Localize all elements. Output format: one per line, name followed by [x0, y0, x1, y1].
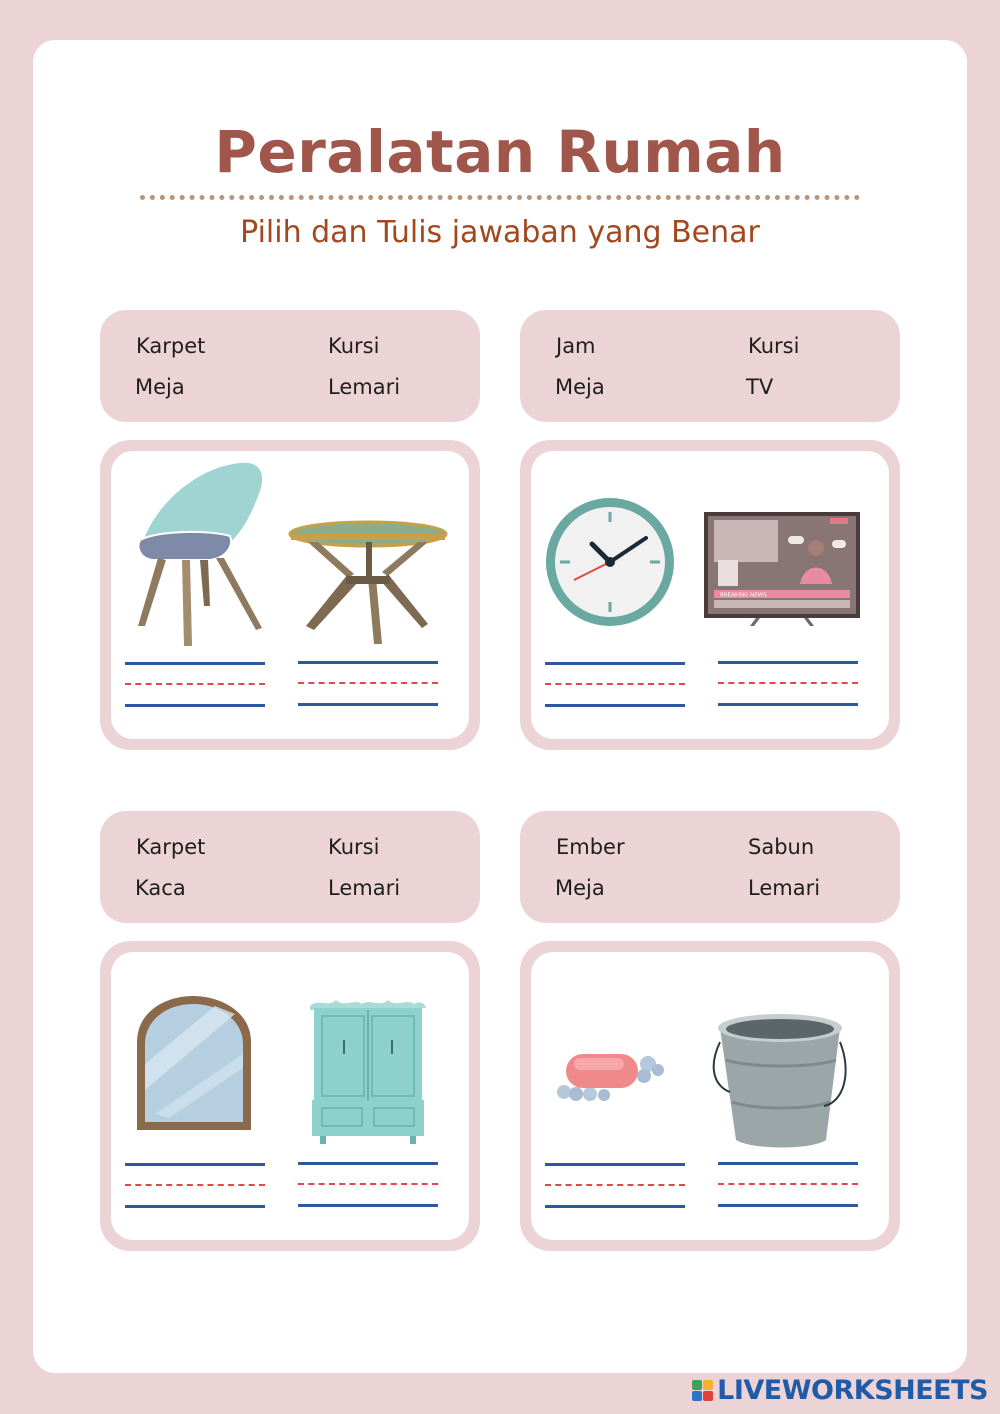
word-option: Meja: [555, 375, 605, 399]
word-option: Kursi: [748, 334, 800, 358]
answer-field-tv[interactable]: [718, 661, 858, 707]
liveworksheets-logo-icon: [692, 1380, 713, 1401]
word-option: Lemari: [748, 876, 821, 900]
answer-field-wardrobe[interactable]: [298, 1162, 438, 1208]
liveworksheets-brand[interactable]: [692, 1375, 988, 1406]
answer-field-soap[interactable]: [545, 1163, 685, 1209]
page-subtitle: Pilih dan Tulis jawaban yang Benar: [240, 215, 760, 250]
page-title: Peralatan Rumah: [214, 118, 786, 186]
word-option: Kaca: [135, 876, 186, 900]
word-option: Sabun: [748, 835, 815, 859]
chair-picture: [130, 458, 270, 650]
mirror-picture: [135, 994, 253, 1132]
table-picture: [288, 518, 448, 648]
bucket-picture: [712, 1012, 850, 1150]
answer-field-bucket[interactable]: [718, 1162, 858, 1208]
title-divider: [140, 195, 860, 200]
word-option: Kursi: [328, 334, 380, 358]
word-option: Meja: [135, 375, 185, 399]
word-option: Karpet: [136, 835, 206, 859]
tv-banner-text: BREAKING NEWS: [720, 592, 767, 599]
answer-field-clock[interactable]: [545, 662, 685, 708]
brand-text: LIVEWORKSHEETS: [717, 1375, 988, 1406]
word-option: Ember: [556, 835, 625, 859]
answer-field-table[interactable]: [298, 661, 438, 707]
answer-field-chair[interactable]: [125, 662, 265, 708]
clock-picture: [544, 496, 676, 628]
word-bank-2: [520, 310, 900, 422]
word-bank-3: [100, 811, 480, 923]
word-option: TV: [746, 375, 774, 399]
word-option: Jam: [556, 334, 596, 358]
answer-field-mirror[interactable]: [125, 1163, 265, 1209]
word-option: Lemari: [328, 876, 401, 900]
word-option: Meja: [555, 876, 605, 900]
word-bank-1: [100, 310, 480, 422]
wardrobe-picture: [308, 996, 428, 1146]
soap-picture: [552, 1048, 668, 1104]
word-option: Lemari: [328, 375, 401, 399]
word-option: Karpet: [136, 334, 206, 358]
word-bank-4: [520, 811, 900, 923]
tv-picture: [704, 512, 860, 628]
word-option: Kursi: [328, 835, 380, 859]
